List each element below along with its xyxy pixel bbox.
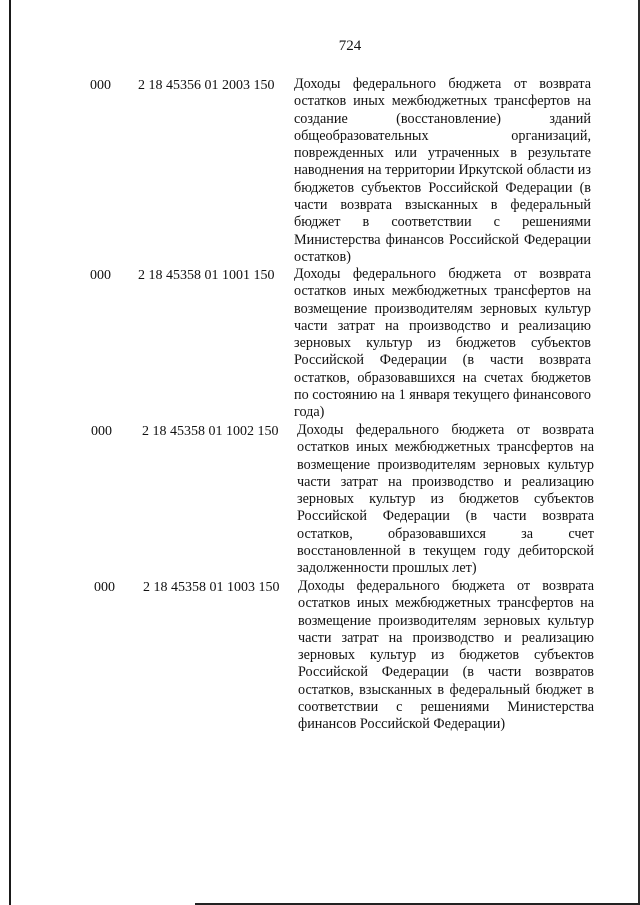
income-code-list <box>0 76 640 768</box>
admin-code: 000 <box>90 78 111 93</box>
admin-code: 000 <box>90 268 111 283</box>
income-code-entry <box>0 266 640 422</box>
income-description: Доходы федерального бюджета от возврата остатков иных межбюджетных трансфертов на возмещение производителям зерновых культур части затрат на производство и реализацию зерновых культур из бюджетов субъектов Российской Федерации (в части возвратов остатков, взысканных в федеральный бюджет в соответствии с решениями Министерства финансов Российской Федерации) <box>298 578 594 733</box>
income-code-entry <box>0 422 640 578</box>
page-number: 724 <box>338 38 362 54</box>
income-code-entry <box>0 578 640 768</box>
admin-code: 000 <box>91 424 112 439</box>
income-description: Доходы федерального бюджета от возврата остатков иных межбюджетных трансфертов на возмещение производителям зерновых культур части затрат на производство и реализацию зерновых культур из бюджетов субъектов Российской Федерации (в части возврата остатков, образовавшихся на счетах бюджетов по состоянию на 1 января текущего финансового года) <box>294 266 591 421</box>
income-description: Доходы федерального бюджета от возврата остатков иных межбюджетных трансфертов на возмещение производителям зерновых культур части затрат на производство и реализацию зерновых культур из бюджетов субъектов Российской Федерации (в части возврата остатков, образовавшихся за счет восстановленной в текущем году дебиторской задолженности прошлых лет) <box>297 422 594 577</box>
income-code-entry <box>0 76 640 266</box>
budget-classification-code: 2 18 45356 01 2003 150 <box>138 78 275 93</box>
income-description: Доходы федерального бюджета от возврата остатков иных межбюджетных трансфертов на создание (восстановление) зданий общеобразовательных организаций, поврежденных или утраченных в результате наводнения на территории Иркутской области из бюджетов субъектов Российской Федерации (в части возврата взысканных в федеральный бюджет в соответствии с решениями Министерства финансов Российской Федерации остатков) <box>294 76 591 265</box>
admin-code: 000 <box>94 580 115 595</box>
budget-classification-code: 2 18 45358 01 1003 150 <box>143 580 280 595</box>
budget-classification-code: 2 18 45358 01 1002 150 <box>142 424 279 439</box>
budget-classification-code: 2 18 45358 01 1001 150 <box>138 268 275 283</box>
